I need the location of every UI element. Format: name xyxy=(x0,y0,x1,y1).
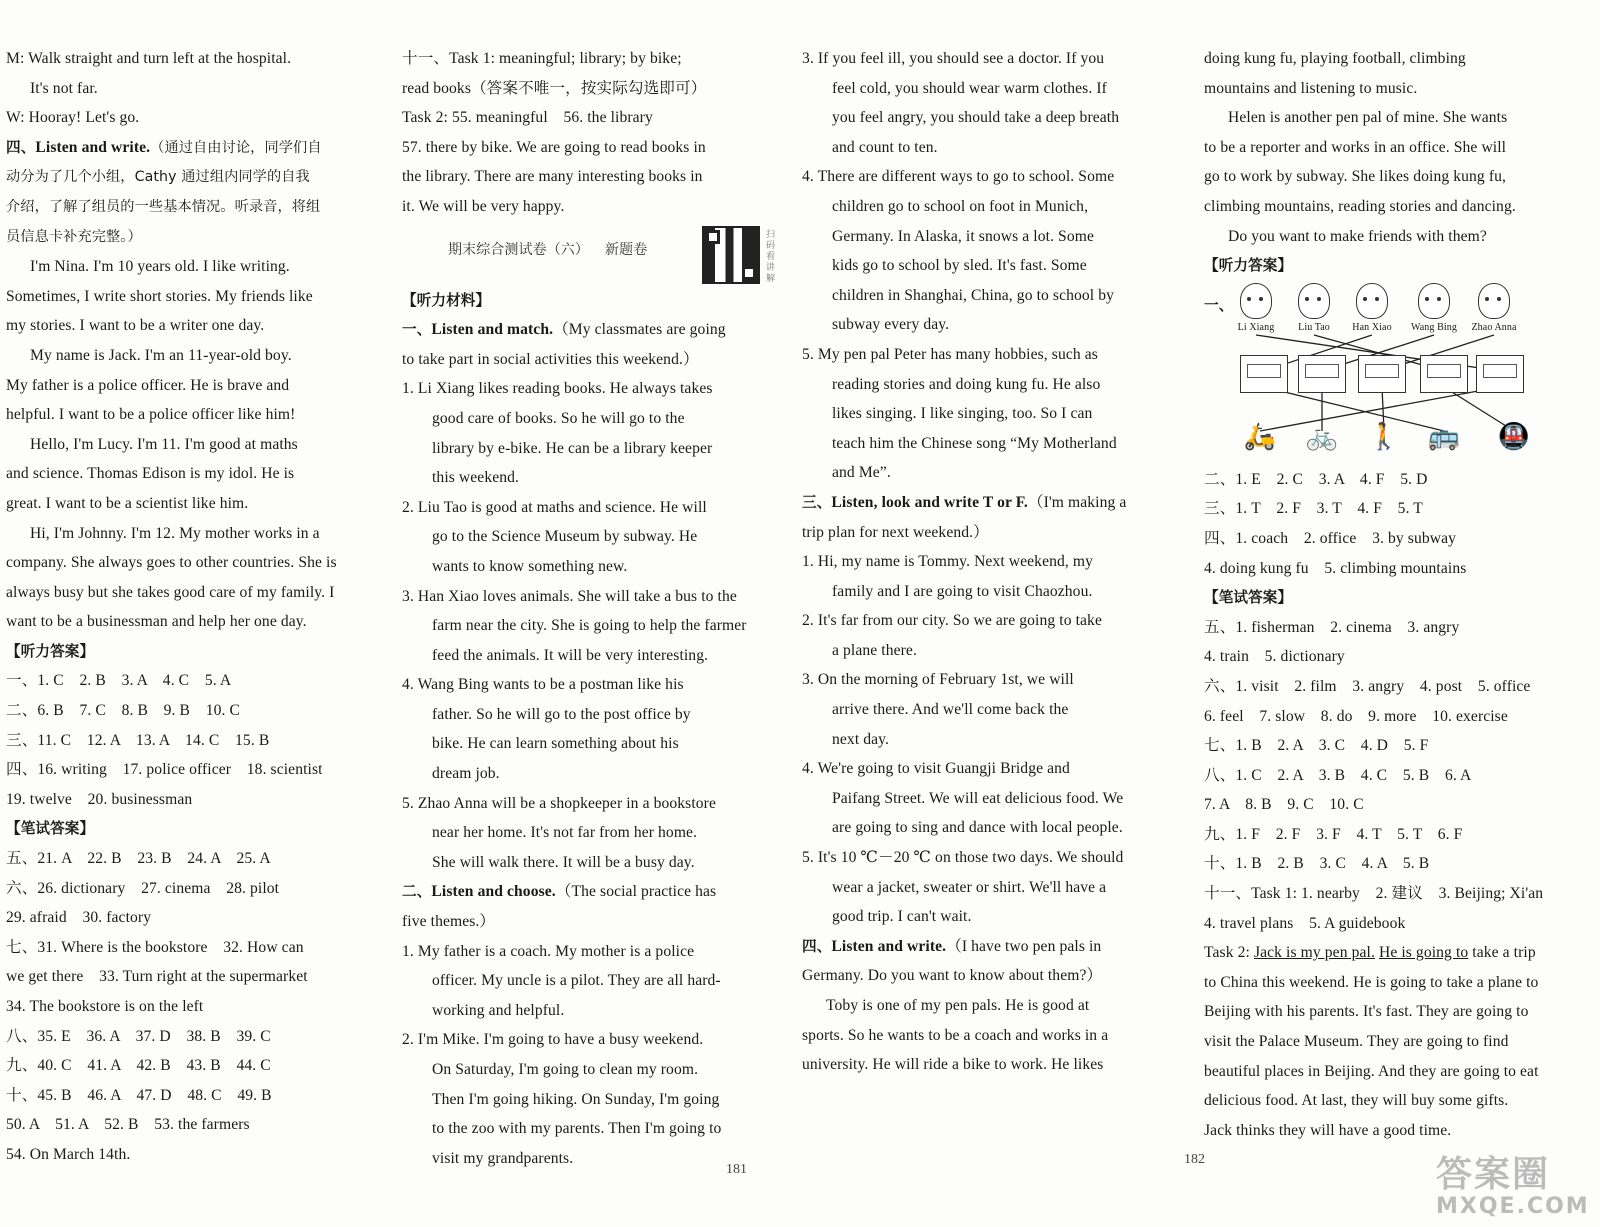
list-item: 5. It's 10 ℃－20 ℃ on those two days. We should wear a jacket, sweater or shirt. We'll have a good trip. I can't wait. xyxy=(802,849,1124,926)
list-item: 4. We're going to visit Guangji Bridge and Paifang Street. We will eat delicious food. We are going to sing and dance with local people. xyxy=(802,760,1124,837)
girl-face-icon xyxy=(1478,283,1510,319)
person-liu-tao: Liu Tao xyxy=(1284,283,1344,334)
answer-line: 十一、Task 1: 1. nearby 2. 建议 3. Beijing; Xi'an xyxy=(1204,885,1544,903)
list-item: 3. Han Xiao loves animals. She will take a bus to the farm near the city. She is going to help the farmer feed the animals. It will be very interesting. xyxy=(402,587,747,664)
qr-side-label: 扫码看讲解 xyxy=(766,229,776,284)
answer-line: 五、21. A 22. B 23. B 24. A 25. A xyxy=(6,850,271,868)
girl-face-icon xyxy=(1356,283,1388,319)
answer-line: 4. travel plans 5. A guidebook xyxy=(1204,914,1406,932)
answer-line: 四、16. writing 17. police officer 18. scientist xyxy=(6,761,323,779)
answer-line: 十、1. B 2. B 3. C 4. A 5. B xyxy=(1204,855,1430,873)
answer-line: 一、1. C 2. B 3. A 4. C 5. A xyxy=(6,672,232,690)
answer-line: 五、1. fisherman 2. cinema 3. angry xyxy=(1204,618,1460,636)
listening-material-heading: 【听力材料】 xyxy=(402,291,491,309)
paragraph-jack: My name is Jack. I'm an 11-year-old boy. My father is a police officer. He is brave and helpful. I want to be a police officer like him! xyxy=(6,346,296,424)
column-3 xyxy=(802,44,1184,1080)
exam-tag: 新题卷 xyxy=(605,241,648,258)
match-label: 一、 xyxy=(1204,296,1234,314)
answer-line: 4. train 5. dictionary xyxy=(1204,648,1345,666)
answer-line: 二、6. B 7. C 8. B 9. B 10. C xyxy=(6,702,241,720)
answer-line: 54. On March 14th. xyxy=(6,1145,131,1163)
paragraph-johnny: Hi, I'm Johnny. I'm 12. My mother works in a company. She always goes to other countries. She is always busy but she takes good care of my family. I want to be a businessman and help her one day. xyxy=(6,524,337,631)
list-item: 2. It's far from our city. So we are going to take a plane there. xyxy=(802,612,1102,659)
answer-line: 7. A 8. B 9. C 10. C xyxy=(1204,796,1364,814)
list-item: 1. Hi, my name is Tommy. Next weekend, my family and I are going to visit Chaozhou. xyxy=(802,553,1094,600)
section-4-intro: 动分为了几个小组，Cathy 通过组内同学的自我 xyxy=(6,169,310,186)
written-answers-heading: 【笔试答案】 xyxy=(1204,589,1293,607)
paragraph-nina: I'm Nina. I'm 10 years old. I like writing. Sometimes, I write short stories. My friends like my stories. I want to be a writer one day. xyxy=(6,258,313,335)
paragraph-line: Do you want to make friends with them? xyxy=(1228,227,1487,245)
paragraph-line: doing kung fu, playing football, climbing xyxy=(1204,50,1466,67)
subway-train-icon: 🚇 xyxy=(1497,421,1531,452)
section-2-intro: five themes.） xyxy=(402,913,496,931)
page-number: 181 xyxy=(726,1162,747,1177)
task2-line: Task 2: Jack is my pen pal. He is going to take a trip xyxy=(1204,944,1536,962)
answer-line: 七、31. Where is the bookstore 32. How can xyxy=(6,938,304,956)
person-wang-bing: Wang Bing xyxy=(1404,283,1464,334)
answer-line: 50. A 51. A 52. B 53. the farmers xyxy=(6,1116,250,1134)
answer-line: 二、1. E 2. C 3. A 4. F 5. D xyxy=(1204,470,1428,488)
section-4-heading: 四、Listen and write.（I have two pen pals in xyxy=(802,937,1102,955)
paragraph-line: mountains and listening to music. xyxy=(1204,79,1418,97)
exam-title: 期末综合测试卷（六） 新题卷 xyxy=(448,241,648,258)
person-zhao-anna: Zhao Anna xyxy=(1464,283,1524,334)
answer-line: Task 2: 55. meaningful 56. the library xyxy=(402,109,653,127)
answer-line: 三、1. T 2. F 3. T 4. F 5. T xyxy=(1204,500,1423,518)
task2-line: to China this weekend. He is going to take a plane to xyxy=(1204,973,1539,991)
section-4-intro: 介绍，了解了组员的一些基本情况。听录音，将组 xyxy=(6,198,321,215)
list-item: 1. Li Xiang likes reading books. He always takes good care of books. So he will go to the library by e-bike. He can be a library keeper this weekend. xyxy=(402,380,713,487)
answer-line: read books（答案不唯一，按实际勾选即可） xyxy=(402,79,707,97)
answer-line: 6. feel 7. slow 8. do 9. more 10. exercise xyxy=(1204,707,1508,725)
section-3-heading: 三、Listen, look and write T or F.（I'm making a xyxy=(802,493,1127,511)
answer-line: 29. afraid 30. factory xyxy=(6,909,152,927)
bicycle-icon: 🚲 xyxy=(1305,421,1339,452)
answer-line: the library. There are many interesting books in xyxy=(402,168,703,186)
answer-line: 八、1. C 2. A 3. B 4. C 5. B 6. A xyxy=(1204,766,1472,784)
section-4-heading: 四、Listen and write.（通过自由讨论，同学们自 xyxy=(6,138,322,156)
listening-answers-heading: 【听力答案】 xyxy=(1204,257,1293,275)
listening-answers-heading: 【听力答案】 xyxy=(6,642,95,660)
boy-face-icon xyxy=(1240,283,1272,319)
answer-line: 九、1. F 2. F 3. F 4. T 5. T 6. F xyxy=(1204,825,1463,843)
answer-line: 4. doing kung fu 5. climbing mountains xyxy=(1204,559,1467,577)
answer-line: we get there 33. Turn right at the supermarket xyxy=(6,968,308,986)
column-2 xyxy=(402,44,782,1173)
answer-line: 九、40. C 41. A 42. B 43. B 44. C xyxy=(6,1057,271,1075)
library-icon xyxy=(1420,355,1468,393)
list-item: 4. There are different ways to go to school. Some children go to school on foot in Munich, Germany. In Alaska, it snows a lot. Some kids go to school by sled. It's fast. Some children in Shanghai, China, go to school by subway every day. xyxy=(802,168,1115,334)
answer-line: 19. twelve 20. businessman xyxy=(6,790,193,808)
task2-line: Beijing with his parents. It's fast. They are going to xyxy=(1204,1003,1529,1021)
underlined-text: He is going to xyxy=(1378,944,1469,962)
e-bike-icon: 🛵 xyxy=(1243,421,1277,452)
section-3-intro: trip plan for next weekend.） xyxy=(802,523,989,541)
walking-person-icon: 🚶 xyxy=(1367,421,1401,452)
answer-line: 三、11. C 12. A 13. A 14. C 15. B xyxy=(6,731,270,749)
paragraph-toby: Toby is one of my pen pals. He is good at sports. So he wants to be a coach and works in a university. He will ride a bike to work. He likes xyxy=(802,997,1109,1074)
science-museum-icon xyxy=(1298,355,1346,393)
answer-line: 八、35. E 36. A 37. D 38. B 39. C xyxy=(6,1027,271,1045)
farm-icon xyxy=(1240,355,1288,393)
person-han-xiao: Han Xiao xyxy=(1342,283,1402,334)
answer-line: 十一、Task 1: meaningful; library; by bike; xyxy=(402,50,682,67)
post-office-icon xyxy=(1476,355,1524,393)
list-item: 2. Liu Tao is good at maths and science. He will go to the Science Museum by subway. He wants to know something new. xyxy=(402,498,707,575)
underlined-text: Jack is my pen pal. xyxy=(1253,944,1375,962)
qr-code-icon[interactable] xyxy=(702,226,760,284)
site-watermark: 答案圈 MXQE.COM xyxy=(1436,1154,1590,1219)
task2-line: beautiful places in Beijing. And they are going to eat xyxy=(1204,1062,1539,1080)
list-item: 2. I'm Mike. I'm going to have a busy weekend. On Saturday, I'm going to clean my room. Then I'm going hiking. On Sunday, I'm going to the zoo with my parents. Then I'm going to visit my grandparents. xyxy=(402,1031,722,1167)
section-2-heading: 二、Listen and choose.（The social practice has xyxy=(402,883,717,901)
boy-face-icon xyxy=(1298,283,1330,319)
dialog-line: M: Walk straight and turn left at the hospital. xyxy=(6,50,292,67)
paragraph-helen: Helen is another pen pal of mine. She wants to be a reporter and works in an office. She will go to work by subway. She likes doing kung fu, climbing mountains, reading stories and dancing. xyxy=(1204,109,1516,215)
answer-line: 六、26. dictionary 27. cinema 28. pilot xyxy=(6,879,280,897)
list-item: 5. My pen pal Peter has many hobbies, such as reading stories and doing kung fu. He also likes singing. I like singing, too. So I can teach him the Chinese song “My Motherland and Me”. xyxy=(802,345,1117,482)
dialog-line: It's not far. xyxy=(30,79,98,97)
task2-line: Jack thinks they will have a good time. xyxy=(1204,1121,1452,1139)
paragraph-lucy: Hello, I'm Lucy. I'm 11. I'm good at maths and science. Thomas Edison is my idol. He is great. I want to be a scientist like him. xyxy=(6,435,298,512)
boy-face-icon xyxy=(1418,283,1450,319)
exam-title-row xyxy=(402,226,782,286)
answer-line: 57. there by bike. We are going to read books in xyxy=(402,138,706,156)
list-item: 5. Zhao Anna will be a shopkeeper in a bookstore near her home. It's not far from her home. She will walk there. It will be a busy day. xyxy=(402,794,716,871)
written-answers-heading: 【笔试答案】 xyxy=(6,820,95,838)
answer-line: 四、1. coach 2. office 3. by subway xyxy=(1204,529,1457,547)
list-item: 3. On the morning of February 1st, we will arrive there. And we'll come back the next day. xyxy=(802,671,1074,748)
list-item: 1. My father is a coach. My mother is a police officer. My uncle is a pilot. They are all hard- working and helpful. xyxy=(402,942,721,1019)
answer-line: 七、1. B 2. A 3. C 4. D 5. F xyxy=(1204,737,1429,755)
answer-line: 十、45. B 46. A 47. D 48. C 49. B xyxy=(6,1086,272,1104)
section-4-intro: 员信息卡补充完整。） xyxy=(6,228,142,245)
bus-icon: 🚌 xyxy=(1427,421,1461,452)
dialog-line: W: Hooray! Let's go. xyxy=(6,109,140,127)
task2-line: visit the Palace Museum. They are going to find xyxy=(1204,1033,1509,1051)
answer-line: 34. The bookstore is on the left xyxy=(6,998,204,1015)
matching-figure xyxy=(1204,283,1590,461)
page-number: 182 xyxy=(1184,1152,1205,1167)
column-1 xyxy=(6,44,384,1170)
list-item: 4. Wang Bing wants to be a postman like his father. So he will go to the post office by bike. He can learn something about his dream job. xyxy=(402,676,691,783)
person-li-xiang: Li Xiang xyxy=(1226,283,1286,334)
section-1-intro: to take part in social activities this weekend.） xyxy=(402,350,699,368)
match-line xyxy=(1264,387,1444,431)
answer-line: 六、1. visit 2. film 3. angry 4. post 5. office xyxy=(1204,677,1531,695)
bookstore-icon xyxy=(1358,355,1406,393)
list-item: 3. If you feel ill, you should see a doctor. If you feel cold, you should wear warm clothes. If you feel angry, you should take a deep breath and count to ten. xyxy=(802,50,1120,156)
task2-line: delicious food. At last, they will buy some gifts. xyxy=(1204,1092,1509,1110)
section-1-heading: 一、Listen and match.（My classmates are going xyxy=(402,321,726,339)
column-4 xyxy=(1204,44,1590,1145)
section-4-intro: Germany. Do you want to know about them?） xyxy=(802,967,1103,985)
answer-line: it. We will be very happy. xyxy=(402,197,565,215)
